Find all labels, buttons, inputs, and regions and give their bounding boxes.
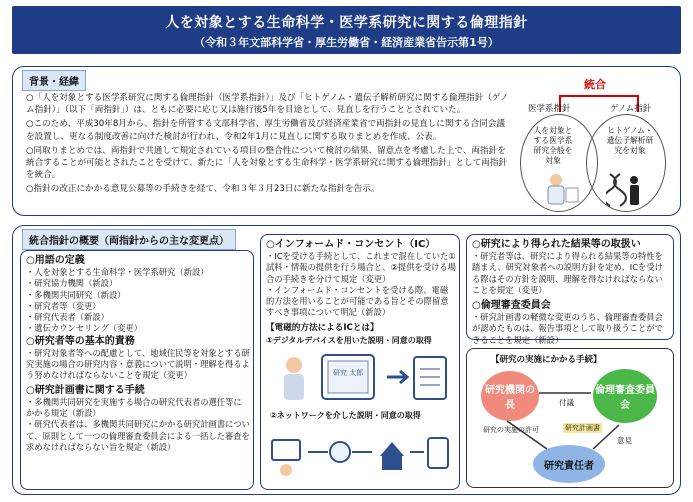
dna-icon xyxy=(606,172,646,208)
ethics-committee-label: 倫理審査委員会 xyxy=(595,385,655,411)
merge-label: 統合 xyxy=(584,78,606,91)
background-text xyxy=(26,92,512,196)
ethics-text: ・研究計画書の軽微な変更のうち、倫理審査委員会が認めたものは、報告事項として取り扱うことができることを規定（新設） xyxy=(472,312,663,345)
term-item: ・遺伝カウンセリング（変更） xyxy=(26,323,142,334)
term-item: ・研究代表者（新設） xyxy=(26,312,109,323)
background-paragraph: ○このため、平成30年8月から、指針を所管する文部科学省、厚生労働省及び経済産業省で両指針の見直しに関する合同会議を設置し、更なる制度改善に向けた検討が行われ、令和2年1月に見直しに関する取りまとめを作成、公表。 xyxy=(26,119,506,142)
opinion-label: 意見 xyxy=(617,436,632,445)
background-paragraph: ○同取りまとめでは、両指針で共通して規定されている項目の整合性について検討の結果、留意点を考慮した上で、両指針を統合することが可能とされたことを受けて、新たに「人を対象とする生命科学・医学系研究に関する倫理指針」として両指針を統合。 xyxy=(26,145,508,181)
col3-heading-ethics: ○倫理審査委員会 xyxy=(472,300,551,312)
right-circle-text: ヒトゲノム・遺伝子解析研究を対象 xyxy=(606,126,654,155)
electronic-ic-title: 【電磁的方法によるICとは】 xyxy=(266,322,379,333)
flow-title: 【研究の実施にかかる手続】 xyxy=(491,355,602,365)
term-item: ・研究者等（変更） xyxy=(26,300,101,311)
doctor-icon xyxy=(542,172,582,206)
background-tag: 背景・経緯 xyxy=(22,70,86,91)
electronic-ic-item-1: ①デジタルデバイスを用いた説明・同意の取得 xyxy=(266,335,432,345)
col1-content xyxy=(26,254,250,453)
researcher-label: 研究責任者 xyxy=(544,461,594,472)
results-text: ・研究者等は、研究により得られる結果等の特性を踏まえ、研究対象者への説明方針を定め、ICを受ける際はその方針を説明、理解を得なければならないことを規定（変更） xyxy=(472,251,663,295)
form-label: 研究 太郎 xyxy=(333,369,364,377)
ic-text-a: ・ICを受ける手続として、これまで混在していた①試料・情報の提供を行う場合と、②提供を受ける場合の手続きを分けて規定（変更） xyxy=(266,251,456,284)
duties-text: ・研究対象者等への配慮として、地域住民等を対象とする研究実施の場合の研究内容・意義について説明・理解を得るよう努めなければならないことを規定（変更） xyxy=(26,347,250,381)
term-item: ・多機関共同研究（新設） xyxy=(26,289,126,300)
procedure-flow xyxy=(466,348,674,488)
refer-label: 付議 xyxy=(559,398,574,407)
col1-heading-duties: ○研究者等の基本的責務 xyxy=(26,335,135,347)
col1-heading-terms: ○用語の定義 xyxy=(26,255,85,266)
permit-label: 研究の実施の許可 xyxy=(483,426,539,434)
left-guideline-label: 医学系指針 xyxy=(528,104,571,114)
background-paragraph: ○「人を対象とする医学系研究に関する倫理指針（医学系指針）」及び「ヒトゲノム・遺伝子解析研究に関する倫理指針（ゲノム指針）」（以下「両指針」）は、ともに必要に応じ又は施行後5年を目途として、見直しを行うこととされていた。 xyxy=(26,93,509,116)
col1-heading-plan: ○研究計画書に関する手続 xyxy=(26,384,145,396)
plan-text-a: ・多機関共同研究を実施する場合の研究代表者の選任等にかかる規定（新設） xyxy=(26,396,242,418)
background-paragraph: ○指針の改正にかかる意見公募等の手続きを経て、令和３年３月23日に新たな指針を告示。 xyxy=(26,184,380,195)
institution-head-label: 研究機関の長 xyxy=(485,385,535,411)
term-item: ・人を対象とする生命科学・医学系研究（新設） xyxy=(26,267,209,277)
right-guideline-label: ゲノム指針 xyxy=(610,104,652,114)
flow-arrows xyxy=(467,349,675,489)
page-subtitle: （令和３年文部科学省・厚生労働省・経済産業省告示第1号） xyxy=(194,36,499,49)
term-item: ・研究協力機関（新設） xyxy=(26,278,118,289)
col3-heading-results: ○研究により得られた結果等の取扱い xyxy=(472,239,641,250)
col2-content xyxy=(266,238,456,346)
overview-tag: 統合指針の概要（両指針からの主な変更点） xyxy=(22,229,236,250)
plan-text-b: ・研究代表者は、多機関共同研究にかかる研究計画書について、原則として一つの倫理審査委員会による一括した審査を求めなければならない旨を規定（新設） xyxy=(26,419,250,452)
title-banner xyxy=(12,6,681,54)
electronic-ic-item-2: ②ネットワークを介した説明・同意の取得 xyxy=(270,411,421,420)
ic-text-b: ・インフォームド・コンセントを受ける際、電磁的方法を用いることが可能である旨とその際留意すべき事項について明記（新設） xyxy=(266,284,449,318)
col2-heading-ic: ○インフォームド・コンセント（IC） xyxy=(266,239,436,250)
col3-content xyxy=(472,238,670,346)
merge-diagram xyxy=(520,76,678,212)
network-illustration xyxy=(268,426,452,484)
plan-label: 研究計画書 xyxy=(565,424,600,432)
page-title: 人を対象とする生命科学・医学系研究に関する倫理指針 xyxy=(165,15,528,31)
left-circle-text: 人を対象とする医学系研究全般を対象 xyxy=(533,126,573,165)
